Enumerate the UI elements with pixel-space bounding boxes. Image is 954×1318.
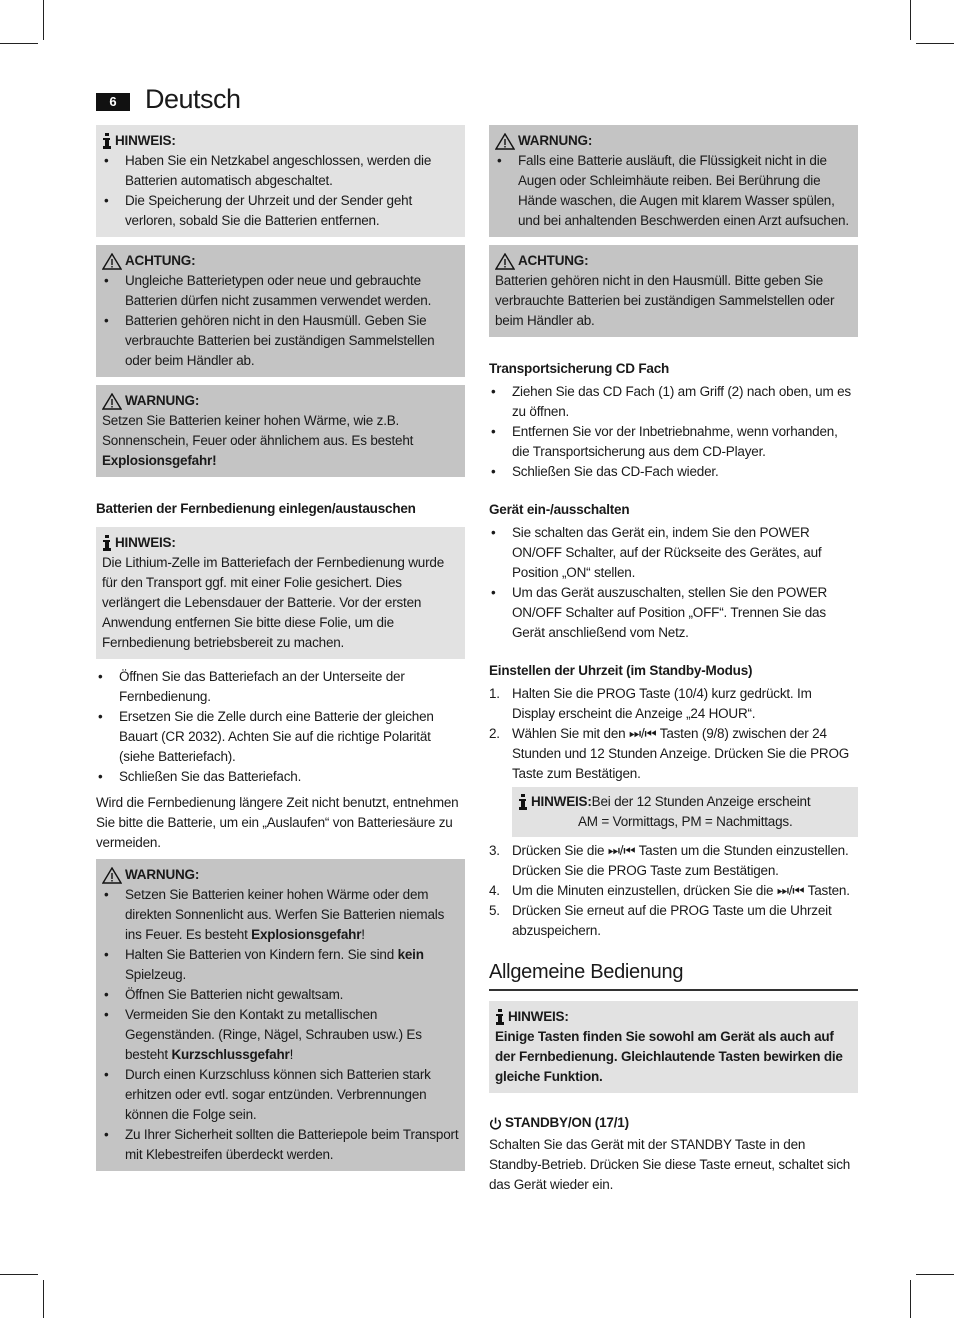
- section-heading: Einstellen der Uhrzeit (im Standby-Modus): [489, 663, 753, 678]
- skip-icon: ⏭/⏮: [629, 726, 657, 741]
- list-item: • Sie schalten das Gerät ein, indem Sie den POWER ON/OFF Schalter, auf der Rückseite des Gerätes, auf Position „ON“ stellen.: [489, 523, 858, 583]
- list-item: • Durch einen Kurzschluss können sich Batterien stark erhitzen oder evtl. sogar entzünden. Verbrennungen können die Folge sein.: [102, 1065, 459, 1125]
- info-icon: [102, 535, 112, 551]
- crop-mark: [910, 0, 911, 40]
- list-item: • Schließen Sie das CD-Fach wieder.: [489, 462, 858, 482]
- section-title: Allgemeine Bedienung: [489, 959, 858, 991]
- warning-triangle-icon: [102, 867, 122, 884]
- list-item: 5. Drücken Sie erneut auf die PROG Taste um die Uhrzeit abzuspeichern.: [489, 903, 832, 938]
- list-item: • Vermeiden Sie den Kontakt zu metallischen Gegenständen. (Ringe, Nägel, Schrauben usw.) Es besteht Kurzschlussgefahr!: [102, 1005, 459, 1065]
- list-item: • Öffnen Sie das Batteriefach an der Unterseite der Fernbedienung.: [96, 667, 465, 707]
- hinweis-list: [102, 151, 459, 231]
- list-item: • Entfernen Sie vor der Inbetriebnahme, wenn vorhanden, die Transportsicherung aus dem CD-Player.: [489, 422, 858, 462]
- list-item: • Haben Sie ein Netzkabel angeschlossen, werden die Batterien automatisch abgeschaltet.: [102, 151, 459, 191]
- standby-heading: STANDBY/ON (17/1): [505, 1115, 629, 1130]
- warnung-box: [96, 385, 465, 477]
- crop-mark: [43, 1280, 44, 1318]
- right-column: [489, 125, 858, 1195]
- list-item: • Zu Ihrer Sicherheit sollten die Batteriepole beim Transport mit Klebestreifen überdeckt werden.: [102, 1125, 459, 1165]
- steps-list: [96, 667, 465, 787]
- hint-line: AM = Vormittags, PM = Nachmittags.: [578, 814, 793, 829]
- info-icon: [102, 133, 112, 149]
- warnung-text: Setzen Sie Batterien keiner hohen Wärme, wie z.B. Sonnenschein, Feuer oder ähnlichem aus. Es besteht Explosionsgefahr!: [102, 413, 414, 468]
- crop-mark: [0, 1274, 38, 1275]
- list-item: • Falls eine Batterie ausläuft, die Flüssigkeit nicht in die Augen oder Schleimhäute reiben. Bei Berührung die Hände waschen, die Augen mit klarem Wasser spülen, und bei anhaltenden Beschwerden einen Arzt aufsuchen.: [495, 151, 852, 231]
- hinweis-box: [96, 527, 465, 659]
- box-heading: WARNUNG:: [518, 133, 593, 148]
- list-item: • Um das Gerät auszuschalten, stellen Sie den POWER ON/OFF Schalter auf Position „OFF“. Trennen Sie das Gerät anschließend vom Netz.: [489, 583, 858, 643]
- box-heading: HINWEIS:: [115, 535, 176, 550]
- hinweis-box: [96, 125, 465, 237]
- crop-mark: [916, 1274, 954, 1275]
- note-paragraph: Wird die Fernbedienung längere Zeit nicht benutzt, entnehmen Sie bitte die Batterie, um ein „Auslaufen“ von Batteriesäure zu vermeiden.: [96, 795, 459, 850]
- warning-triangle-icon: [495, 133, 515, 150]
- list-item: • Batterien gehören nicht in den Hausmüll. Geben Sie verbrauchte Batterien bei zuständigen Sammelstellen oder beim Händler ab.: [102, 311, 459, 371]
- crop-mark: [916, 43, 954, 44]
- achtung-text: Batterien gehören nicht in den Hausmüll. Bitte geben Sie verbrauchte Batterien bei zuständigen Sammelstellen oder beim Händler ab.: [495, 273, 835, 328]
- standby-text: Schalten Sie das Gerät mit der STANDBY Taste in den Standby-Betrieb. Drücken Sie diese Taste erneut, schaltet sich das Gerät wieder ein.: [489, 1137, 851, 1192]
- info-icon: [518, 794, 528, 810]
- section-heading: Gerät ein-/ausschalten: [489, 502, 630, 517]
- list-item: 3. Drücken Sie die ⏭/⏮ Tasten um die Stunden einzustellen. Drücken Sie die PROG Taste zum Bestätigen.: [489, 843, 849, 878]
- list-item: • Die Speicherung der Uhrzeit und der Sender geht verloren, sobald Sie die Batterien entfernen.: [102, 191, 459, 231]
- section-heading: Batterien der Fernbedienung einlegen/austauschen: [96, 501, 416, 516]
- hinweis-box: [489, 1001, 858, 1093]
- achtung-list: [102, 271, 459, 371]
- crop-mark: [43, 0, 44, 40]
- power-list: [489, 523, 858, 643]
- box-heading: WARNUNG:: [125, 393, 200, 408]
- hinweis-text: Einige Tasten finden Sie sowohl am Gerät als auch auf der Fernbedienung. Gleichlautende Tasten bewirken die gleiche Funktion.: [495, 1029, 843, 1084]
- section-heading: Transportsicherung CD Fach: [489, 361, 670, 376]
- clock-steps: [489, 684, 858, 784]
- list-item: • Schließen Sie das Batteriefach.: [96, 767, 465, 787]
- clock-steps-continued: [489, 841, 858, 941]
- list-item: 1. Halten Sie die PROG Taste (10/4) kurz gedrückt. Im Display erscheint die Anzeige „24 HOUR“.: [489, 686, 812, 721]
- box-heading: ACHTUNG:: [125, 253, 196, 268]
- page-number: 6: [96, 93, 130, 111]
- skip-icon: ⏭/⏮: [607, 843, 636, 858]
- info-icon: [495, 1009, 505, 1025]
- box-heading: HINWEIS:: [115, 133, 176, 148]
- list-item: • Ziehen Sie das CD Fach (1) am Griff (2) nach oben, um es zu öffnen.: [489, 382, 858, 422]
- crop-mark: [910, 1280, 911, 1318]
- list-item: 4. Um die Minuten einzustellen, drücken Sie die ⏭/⏮ Tasten.: [489, 883, 850, 898]
- list-item: • Ersetzen Sie die Zelle durch eine Batterie der gleichen Bauart (CR 2032). Achten Sie auf die richtige Polarität (siehe Batteriefach).: [96, 707, 465, 767]
- page-title: Deutsch: [145, 84, 241, 114]
- achtung-box: [489, 245, 858, 337]
- skip-icon: ⏭/⏮: [776, 883, 805, 898]
- list-item: • Ungleiche Batterietypen oder neue und gebrauchte Batterien dürfen nicht zusammen verwendet werden.: [102, 271, 459, 311]
- warnung-list: [495, 151, 852, 231]
- warnung-list: [102, 885, 459, 1165]
- warning-triangle-icon: [495, 253, 515, 270]
- crop-mark: [0, 43, 38, 44]
- transport-list: [489, 382, 858, 482]
- list-item: • Setzen Sie Batterien keiner hohen Wärme oder dem direkten Sonnenlicht aus. Werfen Sie Batterien niemals ins Feuer. Es besteht Explosionsgefahr!: [102, 885, 459, 945]
- hinweis-inline: HINWEIS: Bei der 12 Stunden Anzeige erscheint AM = Vormittags, PM = Nachmittags.: [512, 787, 858, 837]
- box-heading: ACHTUNG:: [518, 253, 589, 268]
- warnung-box: [489, 125, 858, 237]
- list-item: • Öffnen Sie Batterien nicht gewaltsam.: [102, 985, 459, 1005]
- box-heading: HINWEIS:: [508, 1009, 569, 1024]
- left-column: [96, 125, 465, 1179]
- power-icon: [489, 1117, 502, 1130]
- warning-triangle-icon: [102, 253, 122, 270]
- list-item: 2. Wählen Sie mit den ⏭/⏮ Tasten (9/8) zwischen der 24 Stunden und 12 Stunden Anzeige. Drücken Sie die PROG Taste zum Bestätigen.: [489, 726, 850, 781]
- box-heading: WARNUNG:: [125, 867, 200, 882]
- warnung-box: [96, 859, 465, 1171]
- list-item: • Halten Sie Batterien von Kindern fern. Sie sind kein Spielzeug.: [102, 945, 459, 985]
- achtung-box: [96, 245, 465, 377]
- hinweis-text: Die Lithium-Zelle im Batteriefach der Fernbedienung wurde für den Transport ggf. mit einer Folie gesichert. Dies verlängert die Lebensdauer der Batterie. Vor der ersten Anwendung entfernen Sie bitte diese Folie, um die Fernbedienung betriebsbereit zu machen.: [102, 555, 445, 650]
- warning-triangle-icon: [102, 393, 122, 410]
